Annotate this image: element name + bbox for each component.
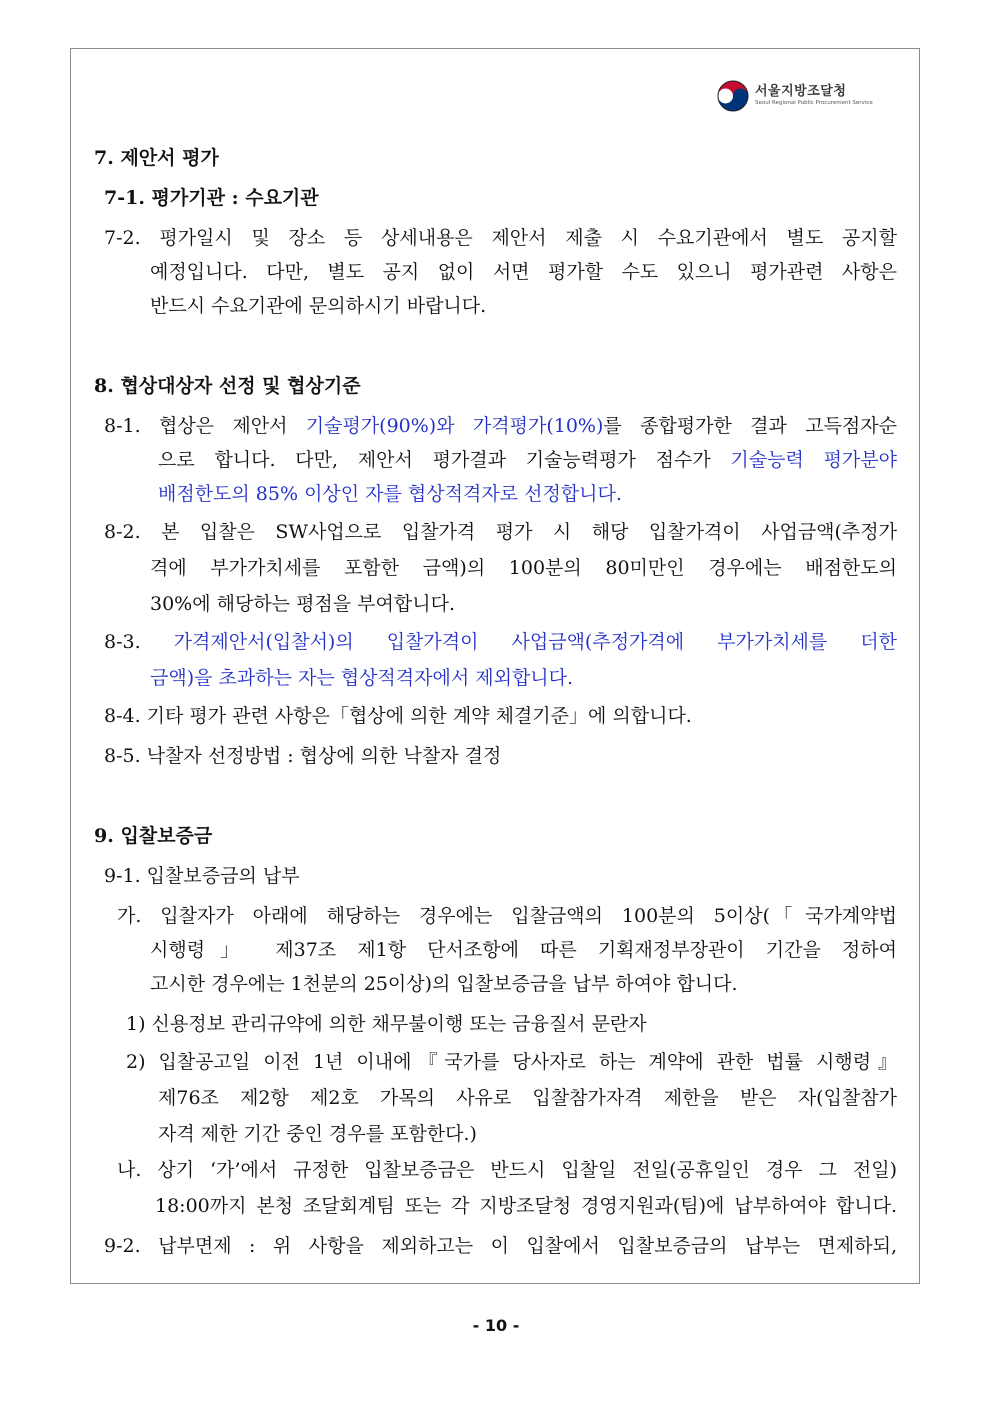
item-8-1-line3: 배점한도의 85% 이상인 자를 협상적격자로 선정합니다.: [158, 483, 622, 505]
item-8-5: 8-5. 낙찰자 선정방법 : 협상에 의한 낙찰자 결정: [104, 745, 502, 767]
item-8-1-line2-highlight: 기술능력 평가분야: [730, 449, 897, 471]
item-9-1-ga-2-line1: 2) 입찰공고일 이전 1년 이내에『국가를 당사자로 하는 계약에 관한 법률 시행령』: [126, 1051, 897, 1073]
item-7-2-line3: 반드시 수요기관에 문의하시기 바랍니다.: [150, 295, 487, 317]
item-9-1-na-line1: 나. 상기 ‘가’에서 규정한 입찰보증금은 반드시 입찰일 전일(공휴일인 경우 그 전일): [117, 1159, 897, 1181]
agency-logo: [716, 78, 873, 114]
item-8-1-weighting: 기술평가(90%)와 가격평가(10%): [305, 415, 604, 437]
page-number: - 10 -: [472, 1316, 520, 1335]
item-9-1: 9-1. 입찰보증금의 납부: [104, 865, 300, 887]
section-8-title: 8. 협상대상자 선정 및 협상기준: [94, 375, 361, 397]
item-8-1-suffix: 를 종합평가한 결과 고득점자순: [603, 415, 897, 437]
org-name-kr: 서울지방조달청: [755, 84, 847, 100]
item-9-1-ga-line2: 시행령」 제37조 제1항 단서조항에 따른 기획재정부장관이 기간을 정하여: [150, 939, 897, 961]
org-name-en: Seoul Regional Public Procurement Service: [755, 100, 873, 107]
item-9-1-ga-line1: 가. 입찰자가 아래에 해당하는 경우에는 입찰금액의 100분의 5이상(「국가계약법: [117, 905, 897, 927]
item-8-3-highlight: 가격제안서(입찰서)의 입찰가격이 사업금액(추정가격에 부가가치세를 더한: [173, 631, 897, 653]
item-9-1-ga-line3: 고시한 경우에는 1천분의 25이상)의 입찰보증금을 납부 하여야 합니다.: [150, 973, 738, 995]
item-9-2: 9-2. 납부면제 : 위 사항을 제외하고는 이 입찰에서 입찰보증금의 납부는 면제하되,: [104, 1235, 897, 1257]
item-8-1-line1: [104, 414, 897, 438]
item-7-1: 7-1. 평가기관 : 수요기관: [104, 187, 319, 209]
taegeuk-icon: [716, 79, 750, 113]
section-9-title: 9. 입찰보증금: [94, 825, 213, 847]
item-9-1-na-line2: 18:00까지 본청 조달회계팀 또는 각 지방조달청 경영지원과(팀)에 납부하여야 합니다.: [155, 1195, 897, 1217]
item-9-1-ga-1: 1) 신용정보 관리규약에 의한 채무불이행 또는 금융질서 문란자: [126, 1013, 647, 1035]
item-8-1-line2-text: 으로 합니다. 다만, 제안서 평가결과 기술능력평가 점수가: [158, 449, 731, 471]
item-8-3-line2: 금액)을 초과하는 자는 협상적격자에서 제외합니다.: [150, 667, 574, 689]
item-8-1-line2: [158, 448, 897, 472]
item-9-1-ga-2-line2: 제76조 제2항 제2호 가목의 사유로 입찰참가자격 제한을 받은 자(입찰참가: [158, 1087, 897, 1109]
item-8-2-line1: 8-2. 본 입찰은 SW사업으로 입찰가격 평가 시 해당 입찰가격이 사업금액(추정가: [104, 521, 897, 543]
item-7-2-line1: 7-2. 평가일시 및 장소 등 상세내용은 제안서 제출 시 수요기관에서 별도 공지할: [104, 227, 897, 249]
item-8-3-prefix: 8-3.: [104, 631, 174, 653]
section-7-title: 7. 제안서 평가: [94, 147, 219, 169]
item-8-3-line1: [104, 630, 897, 654]
item-8-4: 8-4. 기타 평가 관련 사항은「협상에 의한 계약 체결기준」에 의합니다.: [104, 705, 692, 727]
item-8-2-line2: 격에 부가가치세를 포함한 금액)의 100분의 80미만인 경우에는 배점한도의: [150, 557, 897, 579]
item-9-1-ga-2-line3: 자격 제한 기간 중인 경우를 포함한다.): [158, 1123, 477, 1145]
item-8-2-line3: 30%에 해당하는 평점을 부여합니다.: [150, 593, 455, 615]
item-7-2-line2: 예정입니다. 다만, 별도 공지 없이 서면 평가할 수도 있으니 평가관련 사항은: [150, 261, 897, 283]
item-8-1-prefix: 8-1. 협상은 제안서: [104, 415, 306, 437]
